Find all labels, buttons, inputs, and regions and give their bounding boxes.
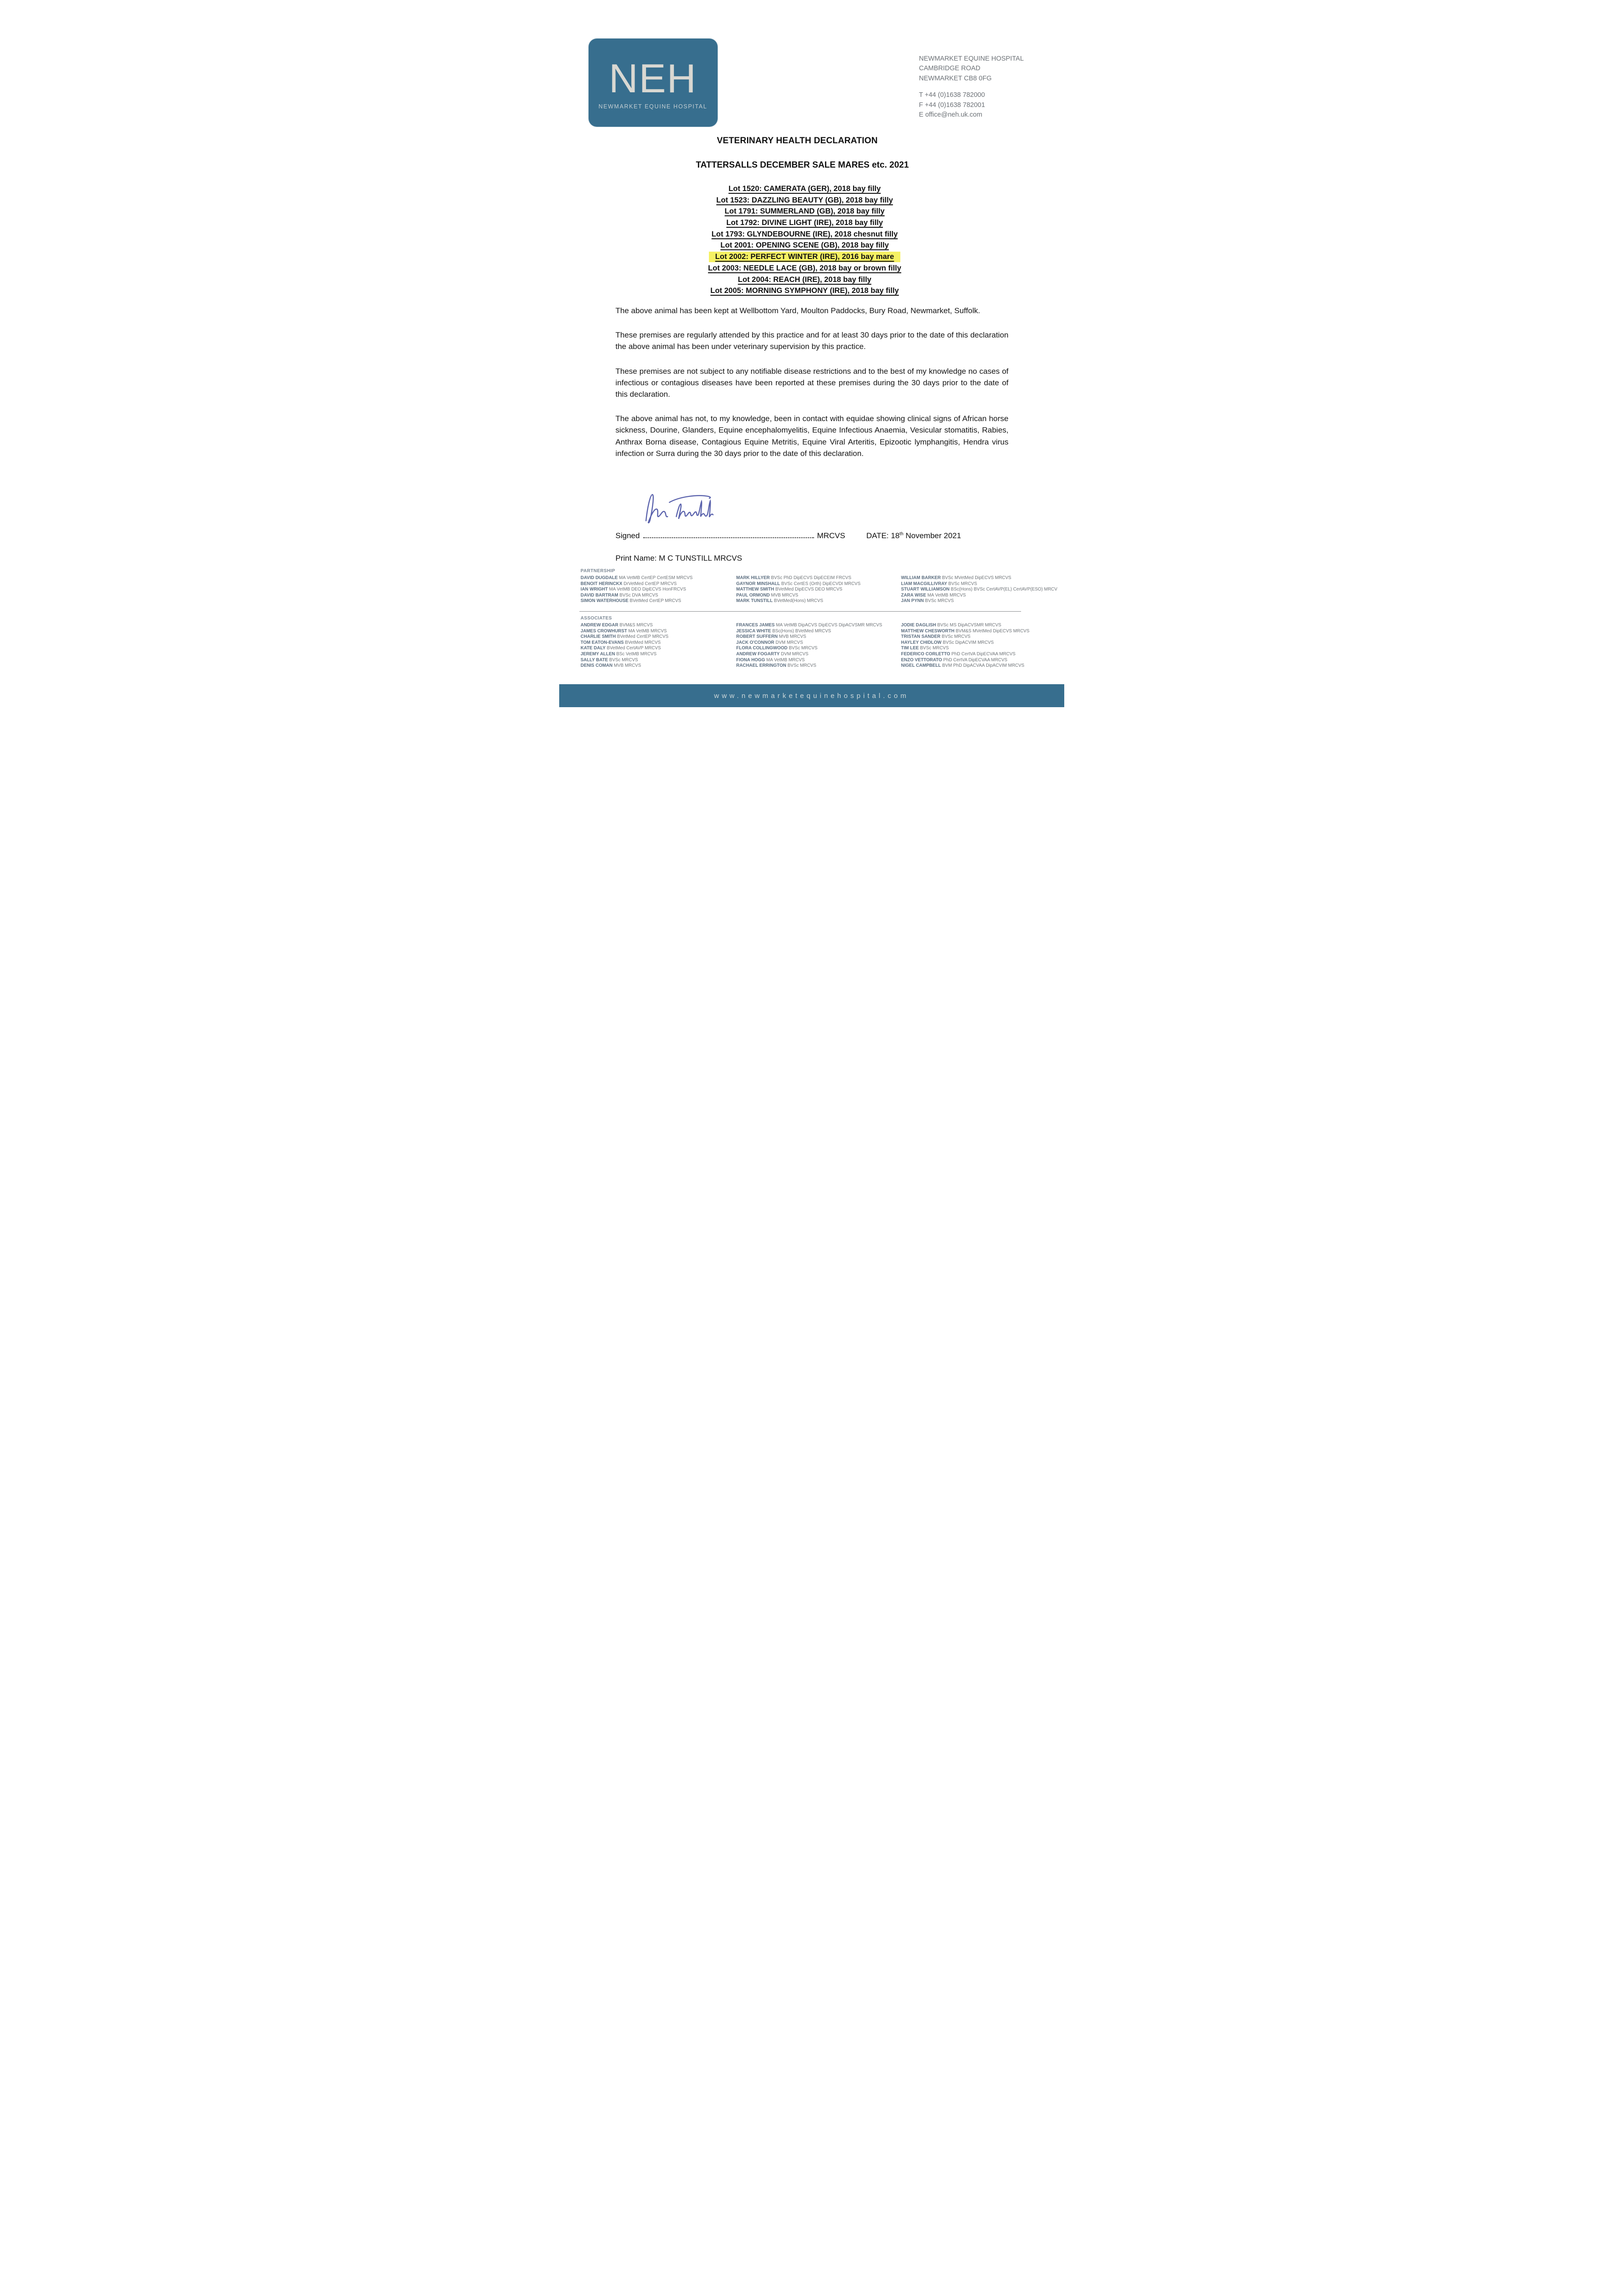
staff-member-name: LIAM MACGILLIVRAY [901, 581, 947, 586]
staff-member-row [581, 629, 736, 635]
associates-section [581, 616, 1064, 669]
lot-line [559, 217, 1050, 229]
staff-member-row [901, 629, 1064, 635]
staff-member-name: TRISTAN SANDER [901, 634, 941, 640]
staff-member-qualifications: BVM PhD DipACVAA DipACVIM MRCVS [941, 663, 1025, 669]
staff-member-row [581, 575, 736, 581]
staff-member-row [581, 587, 736, 593]
signed-row [616, 531, 1009, 540]
date-rest: November 2021 [903, 531, 961, 540]
staff-member-row [581, 640, 736, 646]
staff-member-row [736, 581, 901, 587]
partnership-section [581, 568, 1064, 604]
contact-block [919, 54, 1024, 127]
staff-member-row [736, 646, 901, 652]
staff-member-row [901, 640, 1064, 646]
staff-member-row [901, 634, 1064, 640]
date-line [866, 531, 961, 540]
staff-member-name: IAN WRIGHT [580, 587, 608, 592]
staff-member-qualifications: BVSc MRCVS [947, 581, 977, 586]
staff-member-name: STUART WILLIAMSON [901, 587, 950, 592]
staff-member-qualifications: MA VetMB CertEP CertESM MRCVS [618, 575, 693, 580]
staff-member-name: JESSICA WHITE [736, 628, 771, 634]
staff-member-name: MARK HILLYER [736, 575, 770, 580]
lot-line [559, 285, 1050, 297]
staff-member-qualifications: DVM MRCVS [774, 640, 803, 645]
staff-member-name: BENOIT HERINCKX [580, 581, 623, 586]
contact-fax: F +44 (0)1638 782001 [919, 101, 985, 109]
lot-text: Lot 2004: REACH (IRE), 2018 bay filly [738, 275, 871, 284]
staff-member-row [736, 652, 901, 658]
staff-member-name: JACK O'CONNOR [736, 640, 775, 645]
staff-member-qualifications: BVetMed CertAVP MRCVS [605, 646, 661, 651]
staff-member-qualifications: BVetMed CertEP MRCVS [616, 634, 668, 640]
staff-member-row [736, 593, 901, 599]
staff-member-name: WILLIAM BARKER [901, 575, 941, 580]
staff-member-row [736, 634, 901, 640]
staff-member-row [901, 593, 1064, 599]
staff-member-name: JAN PYNN [901, 598, 924, 604]
staff-column [581, 623, 736, 669]
staff-member-row [901, 652, 1064, 658]
logo-hospital-name: NEWMARKET EQUINE HOSPITAL [598, 103, 708, 110]
staff-member-qualifications: MA VetMB DipACVS DipECVS DipACVSMR MRCVS [775, 623, 882, 628]
staff-member-qualifications: BVSc MRCVS [924, 598, 954, 604]
staff-member-row [736, 640, 901, 646]
staff-member-row [901, 658, 1064, 664]
staff-member-qualifications: BVSc DipACVIM MRCVS [941, 640, 994, 645]
staff-member-qualifications: BVSc MVetMed DipECVS MRCVS [941, 575, 1011, 580]
contact-telephone: T +44 (0)1638 782000 [919, 91, 985, 99]
staff-member-qualifications: MA VetMB MRCVS [765, 657, 805, 663]
lot-line [559, 183, 1050, 195]
staff-member-qualifications: BVSc MRCVS [608, 657, 638, 663]
partnership-heading: PARTNERSHIP [580, 568, 615, 574]
staff-member-row [901, 598, 1064, 604]
staff-member-name: ROBERT SUFFERN [736, 634, 778, 640]
partnership-columns [581, 575, 1064, 604]
lot-line [559, 263, 1050, 274]
date-day: 18 [891, 531, 900, 540]
staff-member-qualifications: BVetMed CertEP MRCVS [628, 598, 681, 604]
contact-street: CAMBRIDGE ROAD [919, 65, 981, 73]
staff-member-qualifications: BVSc MS DipACVSMR MRCVS [936, 623, 1001, 628]
staff-column [736, 575, 901, 604]
staff-member-name: SALLY BATE [580, 657, 608, 663]
staff-member-row [581, 646, 736, 652]
staff-member-row [901, 663, 1064, 669]
staff-member-qualifications: BVM&S MVetMed DipECVS MRCVS [954, 628, 1030, 634]
lot-text: Lot 1791: SUMMERLAND (GB), 2018 bay filly [724, 207, 885, 216]
staff-member-qualifications: MA VetMB MRCVS [926, 592, 966, 598]
date-ordinal: th [899, 531, 904, 537]
signature-image [643, 491, 742, 524]
lot-text: Lot 2001: OPENING SCENE (GB), 2018 bay filly [720, 241, 889, 250]
staff-member-row [736, 663, 901, 669]
staff-member-row [736, 587, 901, 593]
lot-text: Lot 1793: GLYNDEBOURNE (IRE), 2018 chesnut filly [711, 230, 898, 238]
staff-member-name: ANDREW EDGAR [580, 623, 618, 628]
lot-list [559, 183, 1050, 297]
neh-logo [589, 39, 718, 127]
staff-member-qualifications: MVB MRCVS [777, 634, 806, 640]
print-name-line: Print Name: M C TUNSTILL MRCVS [615, 554, 742, 563]
staff-column [901, 623, 1064, 669]
staff-member-name: CHARLIE SMITH [580, 634, 616, 640]
staff-member-name: DAVID DUGDALE [580, 575, 618, 580]
contact-hospital-name: NEWMARKET EQUINE HOSPITAL [919, 55, 1024, 62]
staff-member-row [581, 658, 736, 664]
staff-member-row [736, 658, 901, 664]
staff-member-name: NIGEL CAMPBELL [901, 663, 941, 669]
staff-column [581, 575, 736, 604]
staff-member-qualifications: BVetMed(Hons) MRCVS [772, 598, 823, 604]
body-paragraph: These premises are regularly attended by this practice and for at least 30 days prior to the date of this declaration the above animal has been under veterinary supervision by this practice. [615, 331, 1009, 351]
lot-line [559, 206, 1050, 217]
staff-member-row [581, 581, 736, 587]
associates-columns [581, 623, 1064, 669]
staff-member-qualifications: BVSc MRCVS [940, 634, 971, 640]
lot-line [559, 274, 1050, 286]
staff-member-name: ENZO VETTORATO [901, 657, 942, 663]
contact-email: E office@neh.uk.com [919, 111, 983, 119]
body-paragraph: The above animal has not, to my knowledge, been in contact with equidae showing clinical signs of African horse sickness, Dourine, Glanders, Equine encephalomyelitis, Equine Infectious Anaemia, Vesicular stomatitis, Rabies, Anthrax Borna disease, Contagious Equine Metritis, Equine Viral Arteritis, Epizootic lymphangitis, Hendra virus infection or Surra during the 30 days prior to the date of this declaration. [615, 414, 1009, 458]
staff-member-qualifications: BVM&S MRCVS [618, 623, 653, 628]
staff-member-name: SIMON WATERHOUSE [580, 598, 629, 604]
staff-member-row [736, 575, 901, 581]
staff-member-qualifications: MA VetMB MRCVS [627, 628, 667, 634]
staff-member-row [901, 646, 1064, 652]
staff-member-qualifications: BSc(Hons) BVSc CertAVP(EL) CertAVP(ESO) MRCV [949, 587, 1057, 592]
section-divider [579, 611, 1021, 612]
staff-member-row [581, 623, 736, 629]
footer-bar [559, 684, 1064, 707]
staff-member-name: FEDERICO CORLETTO [901, 651, 950, 657]
lot-text-highlighted: Lot 2002: PERFECT WINTER (IRE), 2016 bay mare [709, 252, 901, 262]
staff-member-name: DAVID BARTRAM [580, 592, 618, 598]
staff-member-qualifications: BVSc PhD DipECVS DipECEIM FRCVS [769, 575, 852, 580]
staff-column [901, 575, 1064, 604]
signature-dotted-line [643, 531, 814, 538]
contact-postcode: NEWMARKET CB8 0FG [919, 74, 992, 82]
declaration-paragraphs [616, 305, 1009, 472]
staff-member-qualifications: BVSc MRCVS [787, 646, 818, 651]
staff-member-qualifications: PhD CertVA DipECVAA MRCVS [942, 657, 1008, 663]
staff-member-qualifications: MVB MRCVS [612, 663, 641, 669]
staff-member-row [901, 581, 1064, 587]
staff-member-name: HAYLEY CHIDLOW [901, 640, 942, 645]
staff-member-name: MARK TUNSTILL [736, 598, 773, 604]
lot-line [559, 251, 1050, 263]
staff-member-name: ZARA WISE [901, 592, 927, 598]
staff-member-qualifications: BSc VetMB MRCVS [615, 651, 657, 657]
staff-member-name: DENIS COMAN [580, 663, 613, 669]
staff-member-qualifications: BSc(Hons) BVetMed MRCVS [771, 628, 831, 634]
footer-website: www.newmarketequinehospital.com [714, 692, 909, 700]
staff-member-row [581, 593, 736, 599]
staff-member-name: MATTHEW SMITH [736, 587, 775, 592]
document-title: VETERINARY HEALTH DECLARATION [717, 136, 878, 146]
staff-member-name: JAMES CROWHURST [580, 628, 627, 634]
staff-member-qualifications: BVSc MRCVS [786, 663, 816, 669]
staff-member-qualifications: MA VetMB DEO DipECVS HonFRCVS [607, 587, 686, 592]
document-subtitle: TATTERSALLS DECEMBER SALE MARES etc. 2021 [696, 160, 909, 170]
staff-member-qualifications: MVB MRCVS [769, 592, 798, 598]
lot-line [559, 240, 1050, 251]
document-page [559, 0, 1064, 715]
staff-member-name: KATE DALY [580, 646, 606, 651]
staff-member-qualifications: PhD CertVA DipECVAA MRCVS [950, 651, 1016, 657]
logo-acronym: NEH [609, 56, 697, 101]
staff-member-name: JEREMY ALLEN [580, 651, 615, 657]
staff-column [736, 623, 901, 669]
staff-member-name: RACHAEL ERRINGTON [736, 663, 786, 669]
staff-member-qualifications: BVetMed MRCVS [623, 640, 661, 645]
staff-member-name: FLORA COLLINGWOOD [736, 646, 788, 651]
lot-line [559, 195, 1050, 206]
staff-member-name: GAYNOR MINSHALL [736, 581, 780, 586]
date-label: DATE: [866, 531, 891, 540]
staff-member-row [581, 663, 736, 669]
associates-heading: ASSOCIATES [580, 616, 612, 621]
staff-member-row [736, 598, 901, 604]
staff-member-name: MATTHEW CHESWORTH [901, 628, 955, 634]
staff-member-qualifications: BVetMed DipECVS DEO MRCVS [774, 587, 842, 592]
staff-member-name: TOM EATON-EVANS [580, 640, 624, 645]
staff-member-qualifications: BVSc MRCVS [919, 646, 949, 651]
staff-member-name: TIM LEE [901, 646, 919, 651]
signed-label: Signed [615, 531, 640, 540]
staff-member-qualifications: BVSc DVA MRCVS [618, 592, 658, 598]
staff-member-name: ANDREW FOGARTY [736, 651, 780, 657]
lot-text: Lot 2005: MORNING SYMPHONY (IRE), 2018 bay filly [710, 287, 899, 295]
staff-member-qualifications: BVSc CertES (Orth) DipECVDI MRCVS [780, 581, 861, 586]
lot-text: Lot 1523: DAZZLING BEAUTY (GB), 2018 bay filly [716, 196, 893, 204]
staff-member-row [901, 575, 1064, 581]
body-paragraph: The above animal has been kept at Wellbottom Yard, Moulton Paddocks, Bury Road, Newmarket, Suffolk. [615, 306, 980, 315]
lot-text: Lot 1520: CAMERATA (GER), 2018 bay filly [728, 185, 881, 193]
staff-member-qualifications: DVM MRCVS [780, 651, 809, 657]
staff-member-name: FRANCES JAMES [736, 623, 775, 628]
staff-member-name: PAUL ORMOND [736, 592, 770, 598]
staff-member-row [581, 652, 736, 658]
staff-member-name: FIONA HOGG [736, 657, 765, 663]
lot-line [559, 229, 1050, 240]
staff-member-row [581, 634, 736, 640]
staff-member-qualifications: DrVetMed CertEP MRCVS [622, 581, 677, 586]
staff-member-row [736, 623, 901, 629]
staff-member-name: JODIE DAGLISH [901, 623, 936, 628]
staff-member-row [581, 598, 736, 604]
staff-member-row [901, 587, 1064, 593]
staff-member-row [736, 629, 901, 635]
lot-text: Lot 1792: DIVINE LIGHT (IRE), 2018 bay filly [726, 219, 883, 227]
lot-text: Lot 2003: NEEDLE LACE (GB), 2018 bay or brown filly [708, 264, 901, 272]
staff-member-row [901, 623, 1064, 629]
mrcvs-label: MRCVS [817, 531, 845, 540]
body-paragraph: These premises are not subject to any notifiable disease restrictions and to the best of my knowledge no cases of infectious or contagious diseases have been reported at these premises during the 30 days prior to the date of this declaration. [615, 366, 1009, 399]
